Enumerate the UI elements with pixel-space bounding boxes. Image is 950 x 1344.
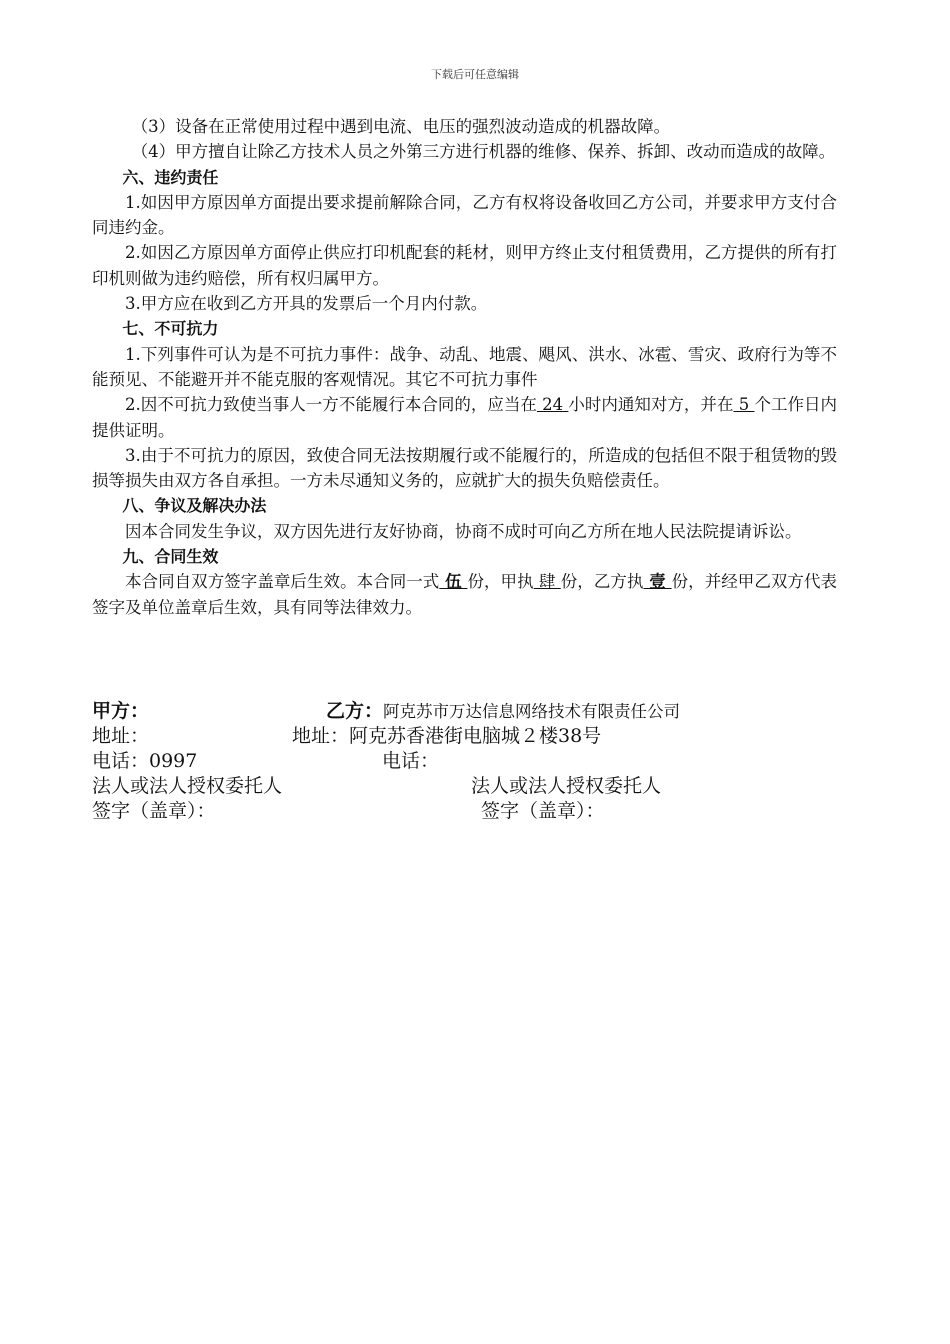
contract-body [92,114,837,620]
copies-party-b-field: 壹 [643,572,672,592]
section-6-paragraph-1: 1.如因甲方原因单方面提出要求提前解除合同，乙方有权将设备收回乙方公司，并要求甲方支付合同违约金。 [92,192,837,238]
section-8-paragraph-1: 因本合同发生争议，双方因先进行友好协商，协商不成时可向乙方所在地人民法院提请诉讼。 [125,521,802,541]
text-run: 份，乙方执 [560,572,644,592]
party-b-label: 乙方： [326,700,384,722]
section-9-paragraph-1 [92,569,837,620]
phone-a: 电话：0997 [92,750,198,772]
section-6-paragraph-3: 3.甲方应在收到乙方开具的发票后一个月内付款。 [125,294,488,314]
text-run: 2.因不可抗力致使当事人一方不能履行本合同的，应当在 [125,395,537,415]
text-run: 小时内通知对方，并在 [568,395,734,415]
section-7-title: 七、不可抗力 [122,319,219,339]
text-run: 份，并经甲乙双方代表签字及单位盖章后生效，具有同等法律效力。 [92,572,838,617]
text-run: 个工作日内提供证明。 [92,395,837,440]
text-run: 份，甲执 [467,572,534,592]
days-field: 5 [733,395,755,415]
hours-field: 24 [536,395,569,415]
header-note: 下载后可任意编辑 [431,68,519,81]
section-7-paragraph-2 [92,392,837,443]
sign-a: 签字（盖章）： [92,800,216,822]
sign-b: 签字（盖章）： [481,800,605,822]
party-a-label: 甲方： [92,700,150,722]
section-6-paragraph-2: 2.如因乙方原因单方面停止供应打印机配套的耗材，则甲方终止支付租赁费用，乙方提供的所有打印机则做为违约赔偿，所有权归属甲方。 [92,243,837,288]
text-run: 本合同自双方签字盖章后生效。本合同一式 [125,572,440,592]
address-b: 地址：阿克苏香港街电脑城２楼38号 [292,725,602,747]
clause-item-3: （3）设备在正常使用过程中遇到电流、电压的强烈波动造成的机器故障。 [131,117,671,136]
party-b-name: 阿克苏市万达信息网络技术有限责任公司 [383,702,681,721]
party-b [326,699,680,724]
representative-b: 法人或法人授权委托人 [471,775,662,797]
clause-item-4: （4）甲方擅自让除乙方技术人员之外第三方进行机器的维修、保养、拆卸、改动而造成的故障。 [131,142,836,162]
address-a-label: 地址： [92,725,150,747]
section-7-paragraph-3: 3.由于不可抗力的原因，致使合同无法按期履行或不能履行的，所造成的包括但不限于租赁物的毁损等损失由双方各自承担。一方未尽通知义务的，应就扩大的损失负赔偿责任。 [92,445,837,491]
copies-party-a-field: 肆 [533,572,561,592]
section-9-title: 九、合同生效 [122,547,219,567]
section-8-title: 八、争议及解决办法 [122,496,267,516]
section-7-paragraph-1: 1.下列事件可认为是不可抗力事件：战争、动乱、地震、飓风、洪水、冰雹、雪灾、政府行为等不能预见、不能避开并不能克服的客观情况。其它不可抗力事件 [92,344,837,389]
phone-b-label: 电话： [382,750,440,772]
section-6-title: 六、违约责任 [122,167,219,187]
representative-a: 法人或法人授权委托人 [92,775,283,797]
copies-total-field: 伍 [439,572,468,592]
